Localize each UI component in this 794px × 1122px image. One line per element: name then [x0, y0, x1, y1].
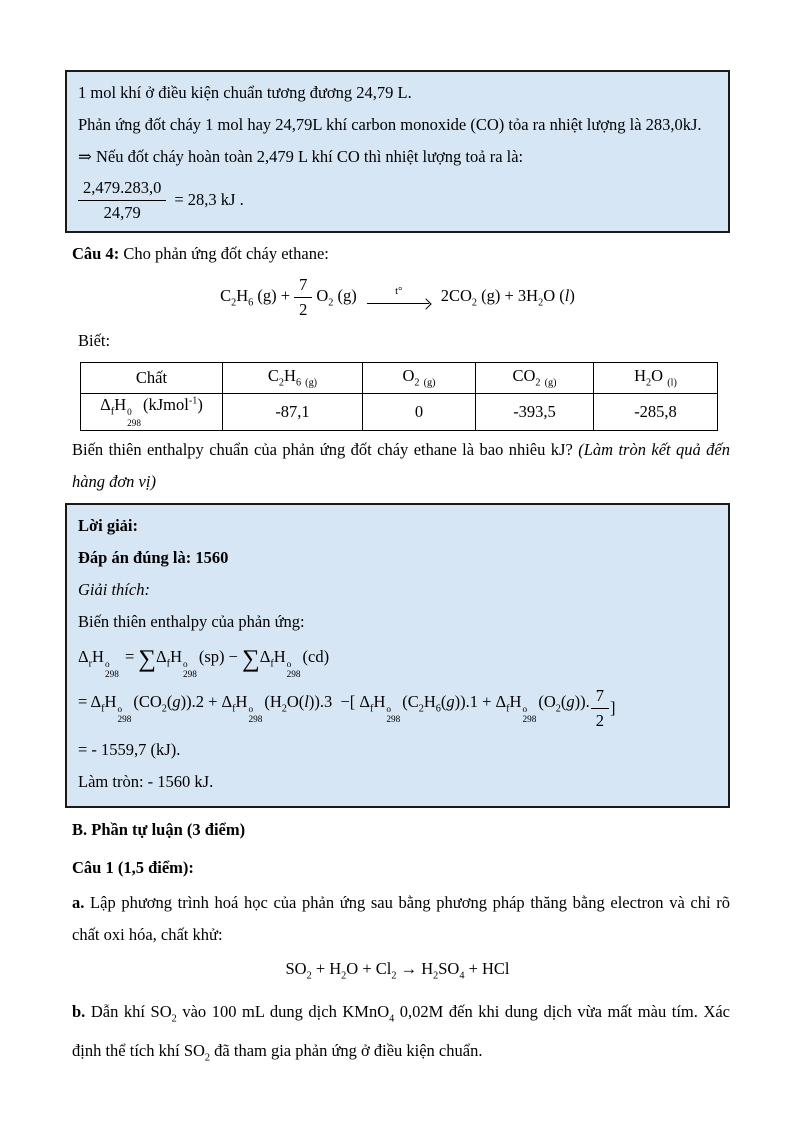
info-line-2: Phản ứng đốt cháy 1 mol hay 24,79L khí carbon monoxide (CO) tỏa ra nhiệt lượng là 283,0kJ.: [78, 115, 702, 134]
table-header-c2h6: $C_2H_6$ $_{(g)}$: [223, 362, 363, 393]
fraction-result: = 28,3 kJ .: [174, 190, 244, 210]
table-header-h2o: $H_2O$ $_{(l)}$: [594, 362, 718, 393]
reaction-arrow-icon: [367, 287, 431, 309]
table-header-substance: Chất: [81, 362, 223, 393]
table-row-header-enthalpy: $\Delta_fH$ 0 298 (kJmol$^{-1}$): [81, 393, 223, 430]
expanded-formula-fraction: [591, 686, 609, 731]
section-b-title: B. Phần tự luận (3 điểm): [72, 820, 246, 840]
heat-calculation-line: [78, 178, 717, 223]
table-value-h2o: -285,8: [594, 393, 718, 430]
table-header-row: [81, 362, 718, 393]
table-header-co2: $CO_2$ $_{(g)}$: [476, 362, 594, 393]
solution-title: Lời giải:: [78, 515, 139, 535]
table-header-o2: $O_2$ $_{(g)}$: [363, 362, 476, 393]
part-a-equation: $SO_2 + H_2O + Cl_2 \to H_2SO_4$ + HCl: [285, 959, 510, 982]
part-a-paragraph: [72, 887, 730, 951]
enthalpy-table: [80, 362, 718, 431]
solution-result: = - 1559,7 (kJ).: [78, 740, 181, 760]
table-value-o2: 0: [363, 393, 476, 430]
part-b-text: Dẫn khí $SO_2$ vào 100 mL dung dịch KMnO$_4$ 0,02M đến khi dung dịch vừa mất màu tím. Xác định thể tích khí $SO_2$ đã tham gia phản ứng ở điều kiện chuẩn.: [72, 1001, 731, 1064]
info-callout-box: [65, 70, 730, 233]
expanded-formula-bracket: ]: [609, 698, 616, 718]
info-line-1: 1 mol khí ở điều kiện chuẩn tương đương 24,79 L.: [78, 83, 412, 102]
equation-middle: $O_2$ (g): [316, 285, 357, 308]
coefficient-numerator: 7: [294, 275, 312, 298]
equation-right: $2CO_2$ $(g) + 3H_2O$ (l): [440, 285, 575, 308]
expanded-formula-main: = $\Delta_fH$ o 298 $(CO_2(g)).2 + \Delta_fH$ o 298 $(H_2O(l)).3$ −[ $\Delta_fH$ o 298 $(C_2H_6(g)).1 + \Delta_fH$ o 298 $(O_2(g))$.: [78, 691, 590, 725]
solution-answer: Đáp án đúng là: 1560: [78, 547, 229, 567]
table-value-row: [81, 393, 718, 430]
fraction-numerator: 2,479.283,0: [78, 178, 166, 201]
arrow-shaft: [367, 298, 431, 308]
combustion-equation: [65, 273, 730, 323]
expanded-fraction-numerator: 7: [591, 686, 609, 709]
coefficient-denominator: 2: [299, 300, 308, 320]
enthalpy-general-formula: $\Delta_rH$ o 298 = $\sum\Delta_fH$ o 298 $(sp) - \sum\Delta_fH$ o 298 (cd): [78, 645, 330, 679]
arrow-condition-label: t°: [395, 285, 403, 297]
question-4-heading: [72, 238, 730, 270]
solution-intro: Biến thiên enthalpy của phản ứng:: [78, 611, 305, 631]
part-a-label: a.: [72, 893, 85, 913]
solution-box: [65, 503, 730, 809]
question-4-label: Câu 4:: [72, 243, 120, 263]
coefficient-fraction: [294, 275, 312, 320]
expanded-fraction-denominator: 2: [595, 710, 604, 730]
heat-fraction: [78, 178, 166, 223]
info-line-3: ⇒ Nếu đốt cháy hoàn toàn 2,479 L khí CO thì nhiệt lượng toả ra là:: [78, 147, 524, 166]
solution-explain-label: Giải thích:: [78, 579, 150, 599]
part-b-label: b.: [72, 1001, 86, 1021]
question-4-text: [72, 434, 730, 498]
part-a-text: Lập phương trình hoá học của phản ứng sau bằng phương pháp thăng bằng electron và chỉ rõ chất oxi hóa, chất khử:: [72, 893, 730, 945]
enthalpy-expanded-formula: [78, 686, 717, 731]
given-label: Biết:: [78, 330, 111, 350]
question-4-main: Biến thiên enthalpy chuẩn của phản ứng đốt cháy ethane là bao nhiêu kJ?: [72, 439, 579, 459]
table-value-c2h6: -87,1: [223, 393, 363, 430]
fraction-denominator: 24,79: [103, 202, 141, 222]
part-b-paragraph: [72, 996, 730, 1075]
question-1-title: Câu 1 (1,5 điểm):: [72, 858, 194, 878]
equation-left: $C_2H_6$ (g) +: [220, 285, 291, 308]
question-4-intro: Cho phản ứng đốt cháy ethane:: [119, 243, 329, 263]
table-value-co2: -393,5: [476, 393, 594, 430]
solution-rounded: Làm tròn: - 1560 kJ.: [78, 772, 214, 792]
question-4-note: (Làm tròn kết quả đến hàng đơn vị): [72, 439, 730, 491]
